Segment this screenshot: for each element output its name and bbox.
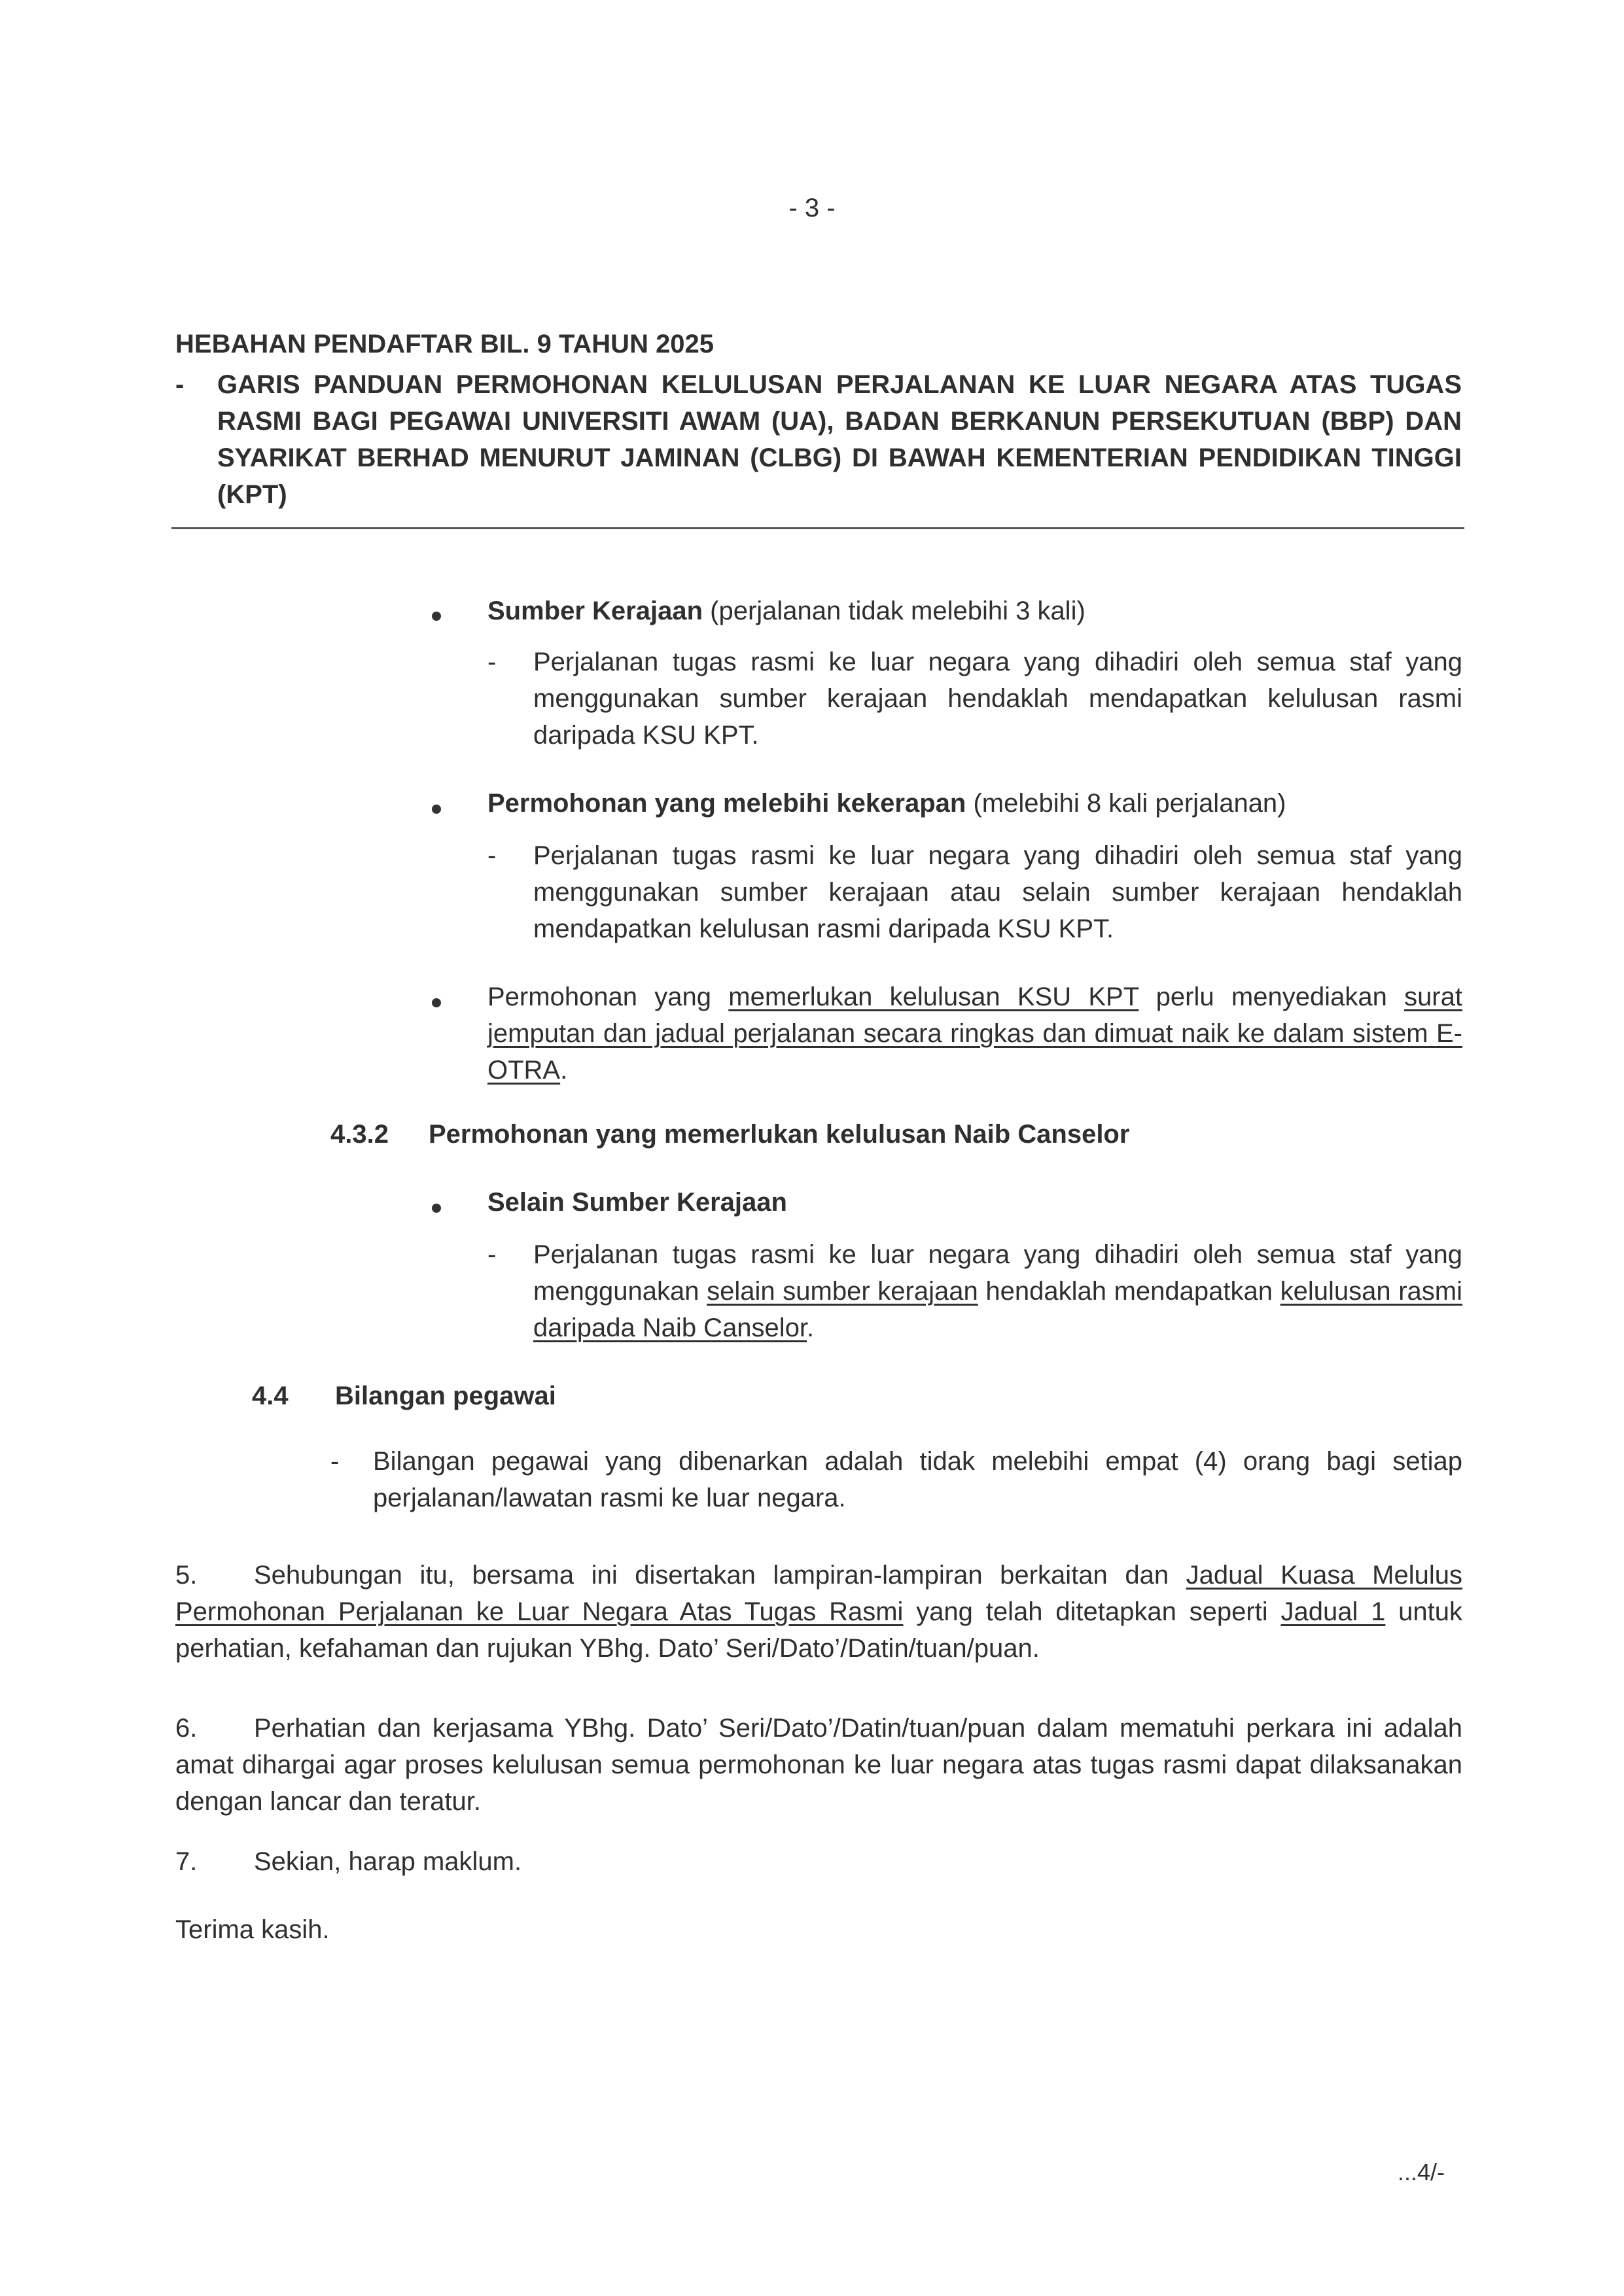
section-44-detail: Bilangan pegawai yang dibenarkan adalah tidak melebihi empat (4) orang bagi setiap perjalanan/lawatan rasmi ke luar negara.: [373, 1447, 1462, 1512]
text-segment: Permohonan yang: [487, 983, 729, 1011]
text-segment: .: [560, 1056, 568, 1085]
bullet-icon: [432, 1204, 441, 1213]
subtitle-dash: -: [175, 370, 185, 399]
section-number-44: 4.4: [252, 1382, 289, 1410]
paragraph-6: [175, 1710, 1462, 1820]
bullet-detail: [533, 1236, 1462, 1346]
detail-dash: -: [487, 1240, 497, 1269]
closing-text: Terima kasih.: [175, 1915, 330, 1944]
bullet-icon: [432, 805, 441, 814]
document-title: HEBAHAN PENDAFTAR BIL. 9 TAHUN 2025: [175, 330, 715, 358]
text-segment: .: [807, 1313, 815, 1342]
underlined-text: Jadual Kuasa Melulus Permohonan Perjalanan ke Luar Negara Atas Tugas Rasmi: [175, 1561, 1462, 1626]
bullet-selain-sumber-kerajaan: Selain Sumber Kerajaan: [487, 1188, 787, 1217]
text-segment: Perjalanan tugas rasmi ke luar negara yang dihadiri oleh semua staf yang menggunakan: [533, 1240, 1462, 1306]
section-title-44: Bilangan pegawai: [335, 1382, 556, 1410]
section-title-432: Permohonan yang memerlukan kelulusan Naib Canselor: [429, 1120, 1130, 1149]
underlined-text: surat jemputan dan jadual perjalanan secara ringkas dan dimuat naik ke dalam sistem E-OTRA: [487, 983, 1462, 1085]
bullet-icon: [432, 612, 441, 621]
paragraph-5: [175, 1557, 1462, 1667]
text-segment: Perhatian dan kerjasama YBhg. Dato’ Seri/Dato’/Datin/tuan/puan dalam mematuhi perkara ini adalah amat dihargai agar proses kelulusan semua permohonan ke luar negara atas tugas rasmi dapat dilaksanakan dengan lancar dan teratur.: [175, 1714, 1462, 1816]
underlined-text: selain sumber kerajaan: [707, 1277, 978, 1306]
detail-dash: -: [487, 648, 497, 676]
underlined-text: kelulusan rasmi daripada Naib Canselor: [533, 1277, 1463, 1342]
text-segment: perlu menyediakan: [1139, 983, 1405, 1011]
paragraph-7: [175, 1843, 1462, 1880]
bullet-note: (perjalanan tidak melebihi 3 kali): [703, 597, 1086, 625]
bullet-heading: Sumber Kerajaan: [487, 597, 703, 625]
section-number-432: 4.3.2: [330, 1120, 389, 1149]
paragraph-number: 6.: [175, 1714, 198, 1743]
header-divider: [171, 527, 1464, 529]
bullet-melebihi-kekerapan: [487, 785, 1469, 822]
bullet-icon: [432, 998, 441, 1007]
bullet-ksu-requirements: [487, 979, 1462, 1088]
paragraph-number: 7.: [175, 1847, 198, 1876]
text-segment: yang telah ditetapkan seperti: [903, 1597, 1281, 1626]
detail-dash: -: [330, 1447, 340, 1476]
continuation-marker: ...4/-: [1398, 2159, 1445, 2185]
text-segment: hendaklah mendapatkan: [978, 1277, 1280, 1306]
paragraph-number: 5.: [175, 1561, 198, 1590]
text-segment: untuk perhatian, kefahaman dan rujukan YBhg. Dato’ Seri/Dato’/Datin/tuan/puan.: [175, 1597, 1462, 1663]
bullet-note: (melebihi 8 kali perjalanan): [966, 789, 1286, 818]
text-segment: Sekian, harap maklum.: [254, 1847, 522, 1876]
bullet-sumber-kerajaan: [487, 593, 1469, 629]
bullet-heading: Permohonan yang melebihi kekerapan: [487, 789, 966, 818]
subtitle-text: GARIS PANDUAN PERMOHONAN KELULUSAN PERJALANAN KE LUAR NEGARA ATAS TUGAS RASMI BAGI PEGAWAI UNIVERSITI AWAM (UA), BADAN BERKANUN PERSEKUTUAN (BBP) DAN SYARIKAT BERHAD MENURUT JAMINAN (CLBG) DI BAWAH KEMENTERIAN PENDIDIKAN TINGGI (KPT): [217, 370, 1462, 509]
bullet-detail: Perjalanan tugas rasmi ke luar negara yang dihadiri oleh semua staf yang menggunakan sumber kerajaan hendaklah mendapatkan kelulusan rasmi daripada KSU KPT.: [533, 648, 1462, 750]
underlined-text: memerlukan kelulusan KSU KPT: [728, 983, 1139, 1011]
document-subtitle: [175, 366, 1462, 513]
text-segment: Sehubungan itu, bersama ini disertakan lampiran-lampiran berkaitan dan: [254, 1561, 1186, 1590]
underlined-text: Jadual 1: [1280, 1597, 1386, 1626]
bullet-detail: Perjalanan tugas rasmi ke luar negara yang dihadiri oleh semua staf yang menggunakan sumber kerajaan atau selain sumber kerajaan hendaklah mendapatkan kelulusan rasmi daripada KSU KPT.: [533, 841, 1462, 943]
page-number: - 3 -: [788, 194, 836, 222]
detail-dash: -: [487, 841, 497, 870]
